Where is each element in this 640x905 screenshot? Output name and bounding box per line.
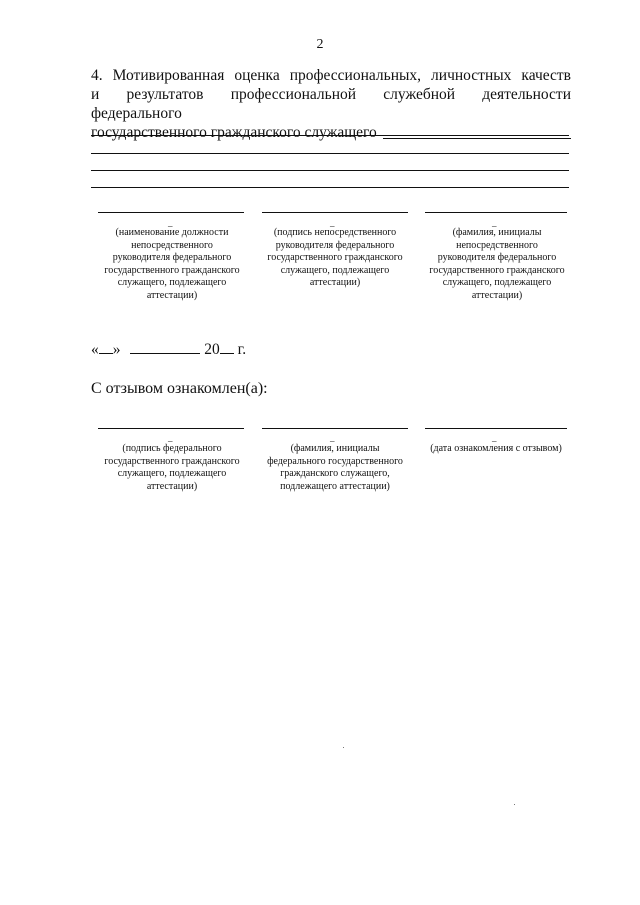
year-blank[interactable] xyxy=(220,339,234,354)
familiarization-date-caption: (дата ознакомления с отзывом) xyxy=(430,443,562,454)
scan-speck xyxy=(514,804,515,805)
page-number: 2 xyxy=(316,37,324,52)
tick-mark: _ xyxy=(492,433,497,443)
month-blank[interactable] xyxy=(130,339,200,354)
year-suffix: г. xyxy=(237,341,247,358)
tick-mark: _ xyxy=(168,433,173,443)
employee-name-field[interactable] xyxy=(262,428,408,429)
employee-name-caption: (фамилия, инициалы федерального государственного гражданского служащего, подлежащего аттестации) xyxy=(267,443,403,492)
manager-name-field[interactable] xyxy=(425,212,567,213)
date-close-quote: » xyxy=(112,341,121,358)
assessment-line-3[interactable] xyxy=(91,170,569,171)
employee-signature-field[interactable] xyxy=(98,428,244,429)
familiarization-date-field[interactable] xyxy=(425,428,567,429)
day-blank[interactable] xyxy=(99,339,113,354)
year-prefix: 20 xyxy=(204,341,220,358)
section-4-heading xyxy=(91,66,571,142)
section-4-line-2: и результатов профессиональной служебной деятельности федерального xyxy=(91,86,571,122)
date-field xyxy=(91,339,246,359)
employee-signature-caption: (подпись федерального государственного гражданского служащего, подлежащего аттестации) xyxy=(104,443,240,492)
assessment-line-4[interactable] xyxy=(91,187,569,188)
assessment-line-2[interactable] xyxy=(91,153,569,154)
manager-signature-caption: (подпись непосредственного руководителя федерального государственного гражданского служащего, подлежащего аттестации) xyxy=(267,227,403,289)
assessment-fill-line[interactable] xyxy=(383,138,571,139)
assessment-line-1[interactable] xyxy=(91,135,569,136)
manager-signature-field[interactable] xyxy=(262,212,408,213)
tick-mark: _ xyxy=(330,218,335,228)
manager-position-caption: (наименование должности непосредственного руководителя федерального государственного гражданского служащего, подлежащего аттестации) xyxy=(104,227,240,301)
tick-mark: _ xyxy=(168,218,173,228)
familiarized-label: С отзывом ознакомлен(а): xyxy=(91,380,268,397)
scan-speck xyxy=(343,747,344,748)
date-open-quote: « xyxy=(91,341,99,358)
manager-position-field[interactable] xyxy=(98,212,244,213)
manager-name-caption: (фамилия, инициалы непосредственного руководителя федерального государственного гражданского служащего, подлежащего аттестации) xyxy=(429,227,565,301)
section-4-line-3: государственного гражданского служащего xyxy=(91,124,377,141)
tick-mark: _ xyxy=(492,218,497,228)
section-4-line-1: 4. Мотивированная оценка профессиональных, личностных качеств xyxy=(91,67,571,84)
tick-mark: _ xyxy=(330,433,335,443)
